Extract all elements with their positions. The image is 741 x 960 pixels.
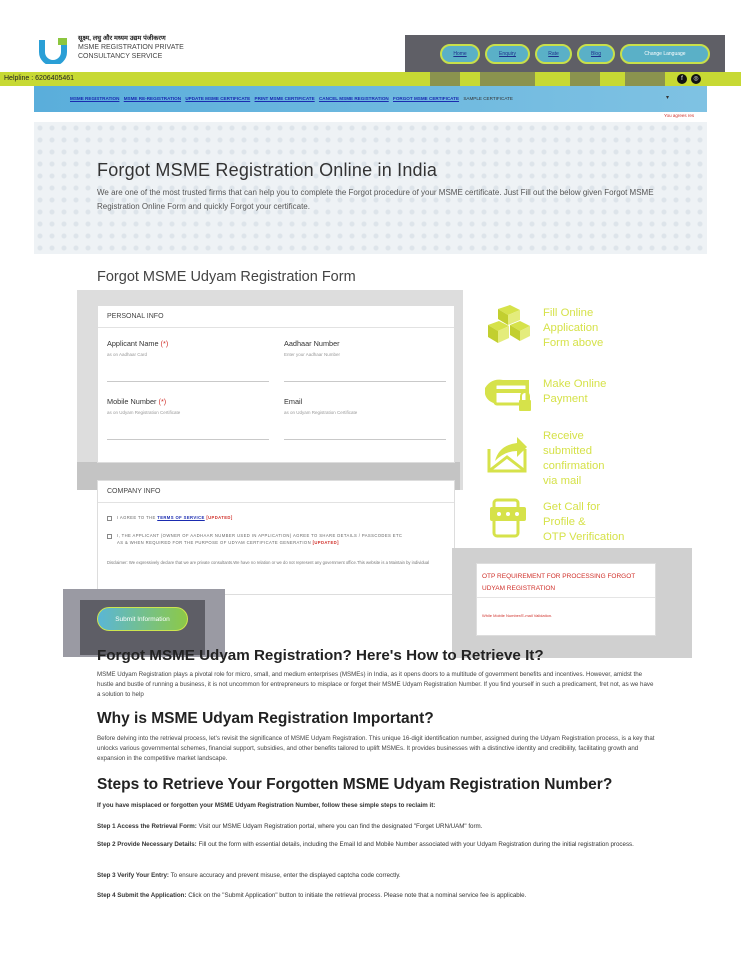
nav-rate-button[interactable]: Rate — [535, 44, 572, 64]
step-text: Payment — [543, 393, 588, 405]
step-text: Application — [543, 322, 599, 334]
facebook-icon[interactable]: f — [677, 74, 687, 84]
chevron-down-icon[interactable]: ▾ — [666, 95, 670, 101]
step-text: OTP Verification — [543, 531, 625, 543]
main-menu — [34, 86, 707, 112]
otp-title: OTP REQUIREMENT FOR PROCESSING FORGOT UDYAM REGISTRATION — [477, 564, 655, 598]
step-body: Visit our MSME Udyam Registration portal, where you can find the designated "Forget URN/UAM" form. — [196, 823, 483, 830]
applicant-name-label — [107, 339, 269, 348]
share-details-line2-wrap — [117, 539, 402, 546]
terms-agreement-text — [117, 514, 233, 521]
overlay-block — [480, 72, 535, 86]
brand-line2: CONSULTANCY SERVICE — [78, 53, 163, 60]
aadhaar-number-label: Aadhaar Number — [284, 339, 340, 348]
step-title: Step 3 Verify Your Entry: — [97, 872, 169, 879]
menu-update-certificate[interactable]: UPDATE MSME CERTIFICATE — [185, 96, 251, 101]
share-details-text — [117, 532, 402, 546]
submit-information-button[interactable]: Submit Information — [97, 607, 188, 631]
overlay-block — [625, 72, 665, 86]
step-3 — [97, 871, 662, 881]
applicant-name-label-text: Applicant Name — [107, 339, 159, 348]
form-title: Forgot MSME Udyam Registration Form — [97, 269, 356, 285]
company-info-panel — [97, 480, 455, 595]
menu-forgot-certificate[interactable]: FORGOT MSME CERTIFICATE — [393, 96, 460, 101]
instagram-icon[interactable]: ◎ — [691, 74, 701, 84]
page-title: Forgot MSME Registration Online in India — [97, 160, 438, 180]
applicant-name-input[interactable] — [107, 381, 269, 382]
step-text: confirmation — [543, 460, 605, 472]
mobile-number-label — [107, 397, 269, 406]
share-details-line2: AS & WHEN REQUIRED FOR THE PURPOSE OF UDYAM CERTIFICATE GENERATION — [117, 540, 311, 545]
nav-enquiry-button[interactable]: Enquiry — [485, 44, 530, 64]
aadhaar-number-input[interactable] — [284, 381, 446, 382]
mobile-number-hint: as on Udyam Registration Certificate — [107, 410, 181, 415]
helpline-text[interactable]: Helpline : 6206405461 — [4, 75, 75, 82]
step-body: Click on the "Submit Application" button to initiate the retrieval process. Please note that a nominal service fee is applicable. — [186, 892, 527, 899]
required-mark: (*) — [160, 339, 169, 348]
article-heading-2: Why is MSME Udyam Registration Important? — [97, 710, 434, 727]
nav-blog-button[interactable]: Blog — [577, 44, 615, 64]
step-2 — [97, 840, 662, 850]
step-title: Step 4 Submit the Application: — [97, 892, 187, 899]
menu-msme-registration[interactable]: MSME REGISTRATION — [70, 96, 120, 101]
aadhaar-number-field[interactable] — [284, 339, 446, 382]
step-text: Get Call for — [543, 501, 601, 513]
terms-prefix: I AGREE TO THE — [117, 515, 156, 520]
logo-icon[interactable] — [38, 38, 68, 64]
step-text: Receive — [543, 430, 584, 442]
mobile-number-field[interactable] — [107, 397, 269, 440]
helpline-bar — [0, 72, 741, 86]
email-hint: as on Udyam Registration Certificate — [284, 410, 358, 415]
article-heading-1: Forgot MSME Udyam Registration? Here's How to Retrieve It? — [97, 647, 544, 664]
step-otp-verification — [543, 500, 624, 545]
email-input[interactable] — [284, 439, 446, 440]
personal-info-header: PERSONAL INFO — [98, 306, 454, 328]
required-mark: (*) — [158, 397, 167, 406]
personal-info-panel — [97, 305, 455, 463]
share-details-line1: I, THE APPLICANT (OWNER OF AADHAAR NUMBER USED IN APPLICATION) AGREE TO SHARE DETAILS / PASSCODES ETC — [117, 533, 403, 538]
article-heading-3: Steps to Retrieve Your Forgotten MSME Udyam Registration Number? — [97, 776, 613, 793]
mail-send-icon — [487, 433, 529, 473]
hero-section — [34, 122, 707, 254]
change-language-button[interactable]: Change Language — [620, 44, 710, 64]
menu-cancel-registration[interactable]: CANCEL MSME REGISTRATION — [318, 96, 389, 101]
brand-line1: MSME REGISTRATION PRIVATE — [78, 44, 184, 51]
menu-sample-certificate[interactable]: SAMPLE CERTIFICATE — [463, 96, 513, 101]
step-title: Step 2 Provide Necessary Details: — [97, 841, 197, 848]
nav-home-button[interactable]: Home — [440, 44, 480, 64]
step-4 — [97, 891, 662, 901]
applicant-name-hint: as on Aadhaar Card — [107, 352, 148, 357]
site-header — [0, 0, 741, 72]
payment-card-icon — [483, 374, 535, 414]
step-text: Form above — [543, 337, 604, 349]
mobile-number-label-text: Mobile Number — [107, 397, 157, 406]
step-receive-confirmation — [543, 429, 605, 489]
brand-name — [78, 34, 184, 61]
overlay-block — [430, 72, 460, 86]
step-text: Fill Online — [543, 307, 594, 319]
menu-msme-re-registration[interactable]: MSME RE-REGISTRATION — [123, 96, 182, 101]
otp-subtitle: While Mobile Number/E-mail Validation. — [482, 613, 553, 618]
step-make-payment — [543, 377, 606, 407]
step-text: via mail — [543, 475, 582, 487]
company-info-header: COMPANY INFO — [98, 481, 454, 503]
step-text: Make Online — [543, 378, 607, 390]
steps-intro: If you have misplaced or forgotten your MSME Udyam Registration Number, follow these simple steps to reclaim it: — [97, 802, 436, 809]
article-paragraph-1: MSME Udyam Registration plays a pivotal role for micro, small, and medium enterprises (MSMEs) in India, as it opens doors to a multitude of government benefits and incentives. However, amidst the hustle and bustle of running a business, it is not uncommon for entrepreneurs to misplace or forget their MSME Udyam Registration Number. If you find yourself in such a predicament, fret not, as we have a solution to help — [97, 671, 654, 698]
updated-tag: [UPDATED] — [312, 540, 339, 545]
step-text: submitted — [543, 445, 592, 457]
terms-checkbox[interactable] — [107, 516, 112, 521]
step-fill-form — [543, 306, 603, 351]
boxes-icon — [486, 305, 530, 345]
marquee-text: You agrees res — [664, 113, 695, 118]
mobile-number-input[interactable] — [107, 439, 269, 440]
overlay-block — [570, 72, 600, 86]
step-body: Fill out the form with essential details, including the Email Id and Mobile Number associated with your Udyam Registration during the initial registration process. — [196, 841, 634, 848]
otp-requirement-box — [476, 563, 656, 636]
terms-of-service-link[interactable]: TERMS OF SERVICE — [157, 515, 205, 520]
article-paragraph-2: Before delving into the retrieval process, let's revisit the significance of MSME Udyam Registration. This unique 16-digit identification number, assigned during the Udyam Registration process, is a key that unlocks various governmental schemes, financial support, subsidies, and other benefits tailored to uplift MSMEs. It provides businesses with a distinctive identity and credibility, facilitating growth and expansion in the competitive market landscape. — [97, 735, 655, 762]
updated-tag: [UPDATED] — [206, 515, 233, 520]
brand-hindi: सूक्ष्म, लघु और मध्यम उद्यम पंजीकरण — [78, 35, 166, 42]
aadhaar-number-hint: Enter your Aadhaar Number — [284, 352, 341, 357]
email-field[interactable] — [284, 397, 446, 440]
disclaimer-text: Disclaimer: We expressively declare that we are private consultants.We have no relation or we do not represent any government office.This website is a Maintain by individual — [107, 560, 430, 565]
step-text: Profile & — [543, 516, 586, 528]
applicant-name-field[interactable] — [107, 339, 269, 382]
hero-description: We are one of the most trusted firms that can help you to complete the Forgot procedure of your MSME certificate. Just Fill out the below given Forgot MSME Registration Online Form and quickly Forgot your certificate. — [97, 188, 654, 211]
step-body: To ensure accuracy and prevent misuse, enter the displayed captcha code correctly. — [168, 872, 401, 879]
step-title: Step 1 Access the Retrieval Form: — [97, 823, 197, 830]
menu-print-certificate[interactable]: PRINT MSME CERTIFICATE — [254, 96, 315, 101]
phone-otp-icon — [490, 498, 526, 538]
share-details-checkbox[interactable] — [107, 534, 112, 539]
step-1 — [97, 822, 662, 832]
menu-links — [70, 96, 516, 101]
email-label: Email — [284, 397, 303, 406]
